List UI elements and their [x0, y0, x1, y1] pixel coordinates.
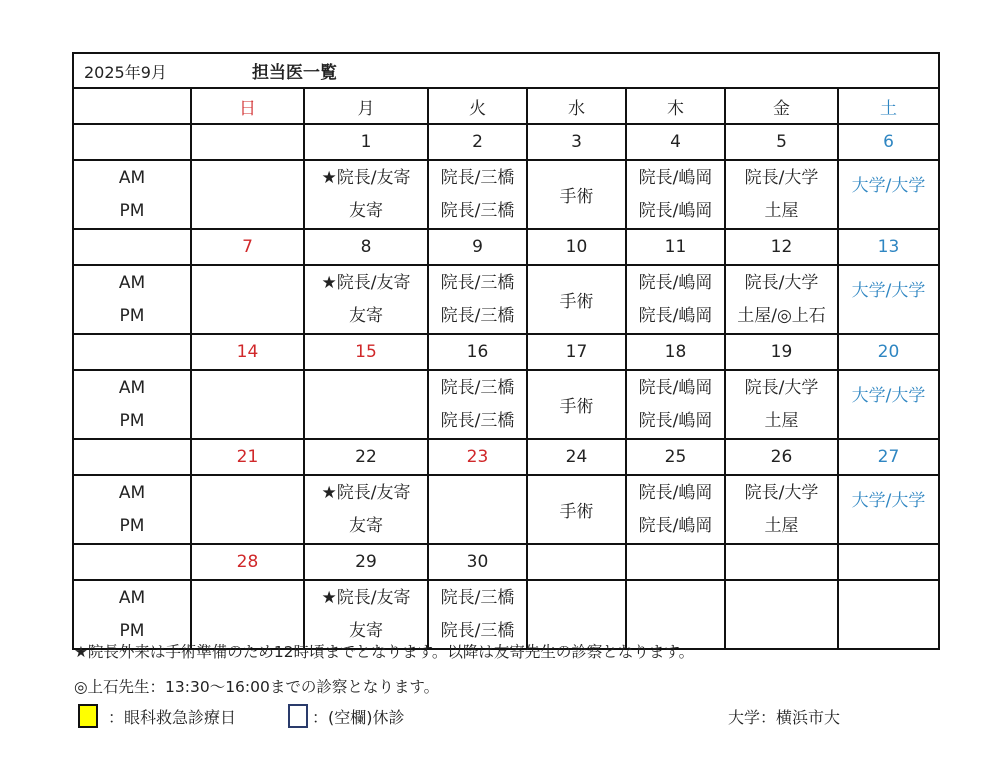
- pm-label: PM: [119, 516, 145, 537]
- date-cell: 25: [626, 439, 725, 475]
- date-row-label: [73, 439, 191, 475]
- am-doctor: 院長/三橋: [440, 587, 515, 608]
- date-cell: [725, 544, 838, 580]
- surgery-label: 手術: [559, 292, 594, 312]
- doctor-cell: [428, 580, 527, 649]
- date-cell: 26: [725, 439, 838, 475]
- weekday-thursday: 木: [626, 88, 725, 124]
- doctor-cell: [304, 370, 428, 439]
- slot-row: [73, 580, 939, 649]
- doctor-cell: [725, 475, 838, 544]
- date-cell: 30: [428, 544, 527, 580]
- doctor-cell: [191, 475, 304, 544]
- page-title: 担当医一覧: [252, 63, 337, 83]
- am-doctor: 院長/嶋岡: [638, 377, 713, 398]
- weekday-header-row: [73, 88, 939, 124]
- am-doctor: 院長/三橋: [440, 272, 515, 293]
- doctor-cell: [428, 370, 527, 439]
- date-cell: [838, 544, 939, 580]
- doctor-cell: [428, 160, 527, 229]
- pm-doctor: 院長/三橋: [440, 306, 515, 327]
- doctor-cell: [304, 265, 428, 334]
- pm-doctor: 院長/三橋: [440, 621, 515, 642]
- surgery-cell: [527, 265, 626, 334]
- date-row: [73, 229, 939, 265]
- surgery-label: 手術: [559, 397, 594, 417]
- slot-label-cell: [73, 370, 191, 439]
- pm-doctor: 土屋/◎上石: [737, 306, 826, 327]
- date-row: [73, 544, 939, 580]
- date-cell: 19: [725, 334, 838, 370]
- pm-doctor: 院長/嶋岡: [638, 201, 713, 222]
- date-cell: 23: [428, 439, 527, 475]
- date-cell: 20: [838, 334, 939, 370]
- doctor-cell: [838, 580, 939, 649]
- slot-row: [73, 160, 939, 229]
- date-cell: 2: [428, 124, 527, 160]
- slot-row: [73, 265, 939, 334]
- doctor-cell: [626, 580, 725, 649]
- am-doctor: 院長/三橋: [440, 377, 515, 398]
- date-row-label: [73, 334, 191, 370]
- legend-university-label: 大学：横浜市大: [728, 708, 841, 727]
- doctor-cell: [626, 475, 725, 544]
- weekday-tuesday: 火: [428, 88, 527, 124]
- pm-doctor: 友寄: [349, 516, 383, 537]
- pm-doctor: 院長/三橋: [440, 201, 515, 222]
- doctor-cell: [191, 370, 304, 439]
- am-doctor: 院長/大学: [744, 482, 819, 503]
- month-label: 2025年9月: [84, 63, 167, 82]
- doctor-cell: [838, 265, 939, 334]
- doctor-cell: [725, 265, 838, 334]
- am-doctor: 大学/大学: [851, 175, 926, 196]
- am-doctor: 院長/大学: [744, 272, 819, 293]
- date-cell: 11: [626, 229, 725, 265]
- date-cell: [626, 544, 725, 580]
- am-doctor: 院長/大学: [744, 377, 819, 398]
- slot-label-cell: [73, 265, 191, 334]
- pm-doctor: 土屋: [764, 411, 799, 432]
- date-row-label: [73, 229, 191, 265]
- doctor-cell: [304, 580, 428, 649]
- title-row: [73, 53, 939, 88]
- date-cell: 29: [304, 544, 428, 580]
- date-cell: 27: [838, 439, 939, 475]
- pm-label: PM: [119, 201, 145, 222]
- date-row: [73, 334, 939, 370]
- surgery-label: 手術: [559, 187, 594, 207]
- am-doctor: 院長/嶋岡: [638, 272, 713, 293]
- pm-doctor: 友寄: [349, 201, 383, 222]
- legend-yellow-box: [78, 704, 98, 728]
- legend-empty-label: ：(空欄)休診: [312, 708, 405, 727]
- am-label: AM: [118, 272, 146, 293]
- surgery-label: 手術: [559, 502, 594, 522]
- am-doctor: 大学/大学: [851, 280, 926, 301]
- pm-doctor: 院長/嶋岡: [638, 516, 713, 537]
- date-cell: 8: [304, 229, 428, 265]
- doctor-cell: [838, 160, 939, 229]
- date-cell: 12: [725, 229, 838, 265]
- date-cell: 24: [527, 439, 626, 475]
- weekday-sunday: 日: [191, 88, 304, 124]
- legend-empty-box: [288, 704, 308, 728]
- doctor-cell: [725, 580, 838, 649]
- am-doctor: ★院長/友寄: [321, 587, 411, 608]
- date-cell: [527, 544, 626, 580]
- pm-doctor: 友寄: [349, 306, 383, 327]
- doctor-cell: [626, 370, 725, 439]
- date-cell: 5: [725, 124, 838, 160]
- slot-label-cell: [73, 475, 191, 544]
- doctor-cell: [725, 370, 838, 439]
- weekday-monday: 月: [304, 88, 428, 124]
- am-doctor: 院長/三橋: [440, 167, 515, 188]
- date-row: [73, 439, 939, 475]
- am-doctor: 院長/大学: [744, 167, 819, 188]
- am-label: AM: [118, 167, 146, 188]
- surgery-cell: [527, 160, 626, 229]
- am-label: AM: [118, 587, 146, 608]
- date-row: [73, 124, 939, 160]
- date-cell: 18: [626, 334, 725, 370]
- slot-row: [73, 370, 939, 439]
- date-cell: [191, 124, 304, 160]
- am-doctor: 院長/嶋岡: [638, 482, 713, 503]
- pm-label: PM: [119, 621, 145, 642]
- doctor-cell: [191, 580, 304, 649]
- doctor-cell: [725, 160, 838, 229]
- pm-doctor: 土屋: [764, 201, 799, 222]
- doctor-cell: [304, 160, 428, 229]
- am-doctor: ★院長/友寄: [321, 482, 411, 503]
- pm-doctor: 院長/嶋岡: [638, 306, 713, 327]
- doctor-cell: [838, 475, 939, 544]
- date-row-label: [73, 124, 191, 160]
- pm-label: PM: [119, 306, 145, 327]
- pm-doctor: 友寄: [349, 621, 383, 642]
- slot-label-cell: [73, 580, 191, 649]
- date-cell: 7: [191, 229, 304, 265]
- slot-row: [73, 475, 939, 544]
- surgery-cell: [527, 475, 626, 544]
- am-doctor: 大学/大学: [851, 385, 926, 406]
- am-label: AM: [118, 377, 146, 398]
- doctor-cell: [527, 580, 626, 649]
- corner-cell: [73, 88, 191, 124]
- date-cell: 4: [626, 124, 725, 160]
- doctor-cell: [304, 475, 428, 544]
- note-double-circle: ◎上石先生：13:30～16:00までの診察となります。: [74, 678, 440, 696]
- weekday-saturday: 土: [838, 88, 939, 124]
- am-label: AM: [118, 482, 146, 503]
- doctor-cell: [191, 160, 304, 229]
- date-cell: 6: [838, 124, 939, 160]
- pm-label: PM: [119, 411, 145, 432]
- date-cell: 15: [304, 334, 428, 370]
- doctor-cell: [191, 265, 304, 334]
- date-cell: 14: [191, 334, 304, 370]
- date-row-label: [73, 544, 191, 580]
- date-cell: 22: [304, 439, 428, 475]
- doctor-cell: [838, 370, 939, 439]
- am-doctor: 大学/大学: [851, 490, 926, 511]
- am-doctor: ★院長/友寄: [321, 167, 411, 188]
- slot-label-cell: [73, 160, 191, 229]
- doctor-cell: [428, 265, 527, 334]
- date-cell: 16: [428, 334, 527, 370]
- date-cell: 3: [527, 124, 626, 160]
- note-star: ★院長外来は手術準備のため12時頃までとなります。以降は友寄先生の診察となります。: [74, 643, 695, 661]
- doctor-cell: [626, 160, 725, 229]
- pm-doctor: 院長/嶋岡: [638, 411, 713, 432]
- surgery-cell: [527, 370, 626, 439]
- pm-doctor: 土屋: [764, 516, 799, 537]
- am-doctor: ★院長/友寄: [321, 272, 411, 293]
- doctor-cell: [626, 265, 725, 334]
- pm-doctor: 院長/三橋: [440, 411, 515, 432]
- schedule-table: [72, 52, 940, 650]
- date-cell: 21: [191, 439, 304, 475]
- weekday-friday: 金: [725, 88, 838, 124]
- am-doctor: 院長/嶋岡: [638, 167, 713, 188]
- doctor-cell: [428, 475, 527, 544]
- legend-yellow-label: ：眼科救急診療日: [108, 708, 237, 727]
- date-cell: 28: [191, 544, 304, 580]
- date-cell: 9: [428, 229, 527, 265]
- weekday-wednesday: 水: [527, 88, 626, 124]
- date-cell: 1: [304, 124, 428, 160]
- date-cell: 17: [527, 334, 626, 370]
- date-cell: 10: [527, 229, 626, 265]
- date-cell: 13: [838, 229, 939, 265]
